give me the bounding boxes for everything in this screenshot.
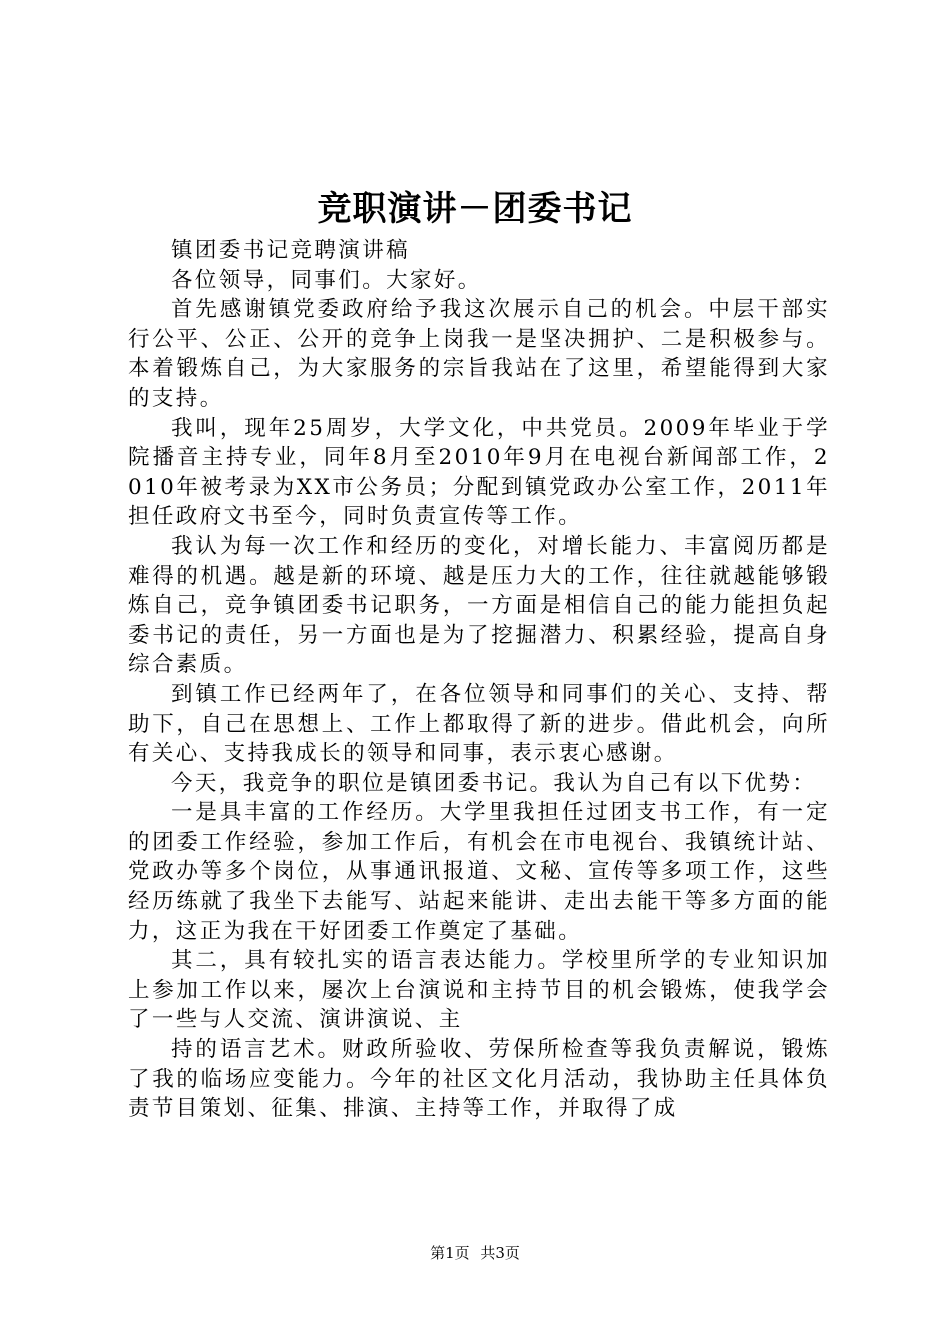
page-number: 第1页	[430, 1244, 470, 1262]
paragraph: 各位领导，同事们。大家好。	[171, 267, 482, 293]
document-body	[128, 236, 830, 1124]
paragraph: 镇团委书记竞聘演讲稿	[171, 238, 411, 263]
page-footer	[0, 1242, 950, 1264]
document-title: 竞职演讲－团委书记	[317, 189, 633, 229]
paragraph: 我叫，现年25周岁，大学文化，中共党员。2009年毕业于学院播音主持专业，同年8月至2010年9月在电视台新闻部工作，2010年被考录为XX市公务员；分配到镇党政办公室工作，2011年担任政府文书至今，同时负责宣传等工作。	[128, 415, 830, 530]
paragraph: 持的语言艺术。财政所验收、劳保所检查等我负责解说，锻炼了我的临场应变能力。今年的社区文化月活动，我协助主任具体负责节目策划、征集、排演、主持等工作，并取得了成	[128, 1037, 830, 1122]
paragraph: 其二，具有较扎实的语言表达能力。学校里所学的专业知识加上参加工作以来，屡次上台演说和主持节目的机会锻炼，使我学会了一些与人交流、演讲演说、主	[128, 948, 830, 1033]
paragraph: 到镇工作已经两年了，在各位领导和同事们的关心、支持、帮助下，自己在思想上、工作上都取得了新的进步。借此机会，向所有关心、支持我成长的领导和同事，表示衷心感谢。	[128, 681, 830, 767]
paragraph: 一是具丰富的工作经历。大学里我担任过团支书工作，有一定的团委工作经验，参加工作后，有机会在市电视台、我镇统计站、党政办等多个岗位，从事通讯报道、文秘、宣传等多项工作，这些经历练就了我坐下去能写、站起来能讲、走出去能干等多方面的能力，这正为我在干好团委工作奠定了基础。	[128, 800, 830, 944]
paragraph: 我认为每一次工作和经历的变化，对增长能力、丰富阅历都是难得的机遇。越是新的环境、越是压力大的工作，往往就越能够锻炼自己，竞争镇团委书记职务，一方面是相信自己的能力能担负起委书记的责任，另一方面也是为了挖掘潜力、积累经验，提高自身综合素质。	[128, 533, 830, 678]
paragraph: 今天，我竞争的职位是镇团委书记。我认为自己有以下优势：	[171, 770, 817, 796]
paragraph: 首先感谢镇党委政府给予我这次展示自己的机会。中层干部实行公平、公正、公开的竞争上岗我一是坚决拥护、二是积极参与。本着锻炼自己，为大家服务的宗旨我站在了这里，希望能得到大家的支持。	[128, 297, 830, 411]
page-total: 共3页	[480, 1244, 520, 1262]
